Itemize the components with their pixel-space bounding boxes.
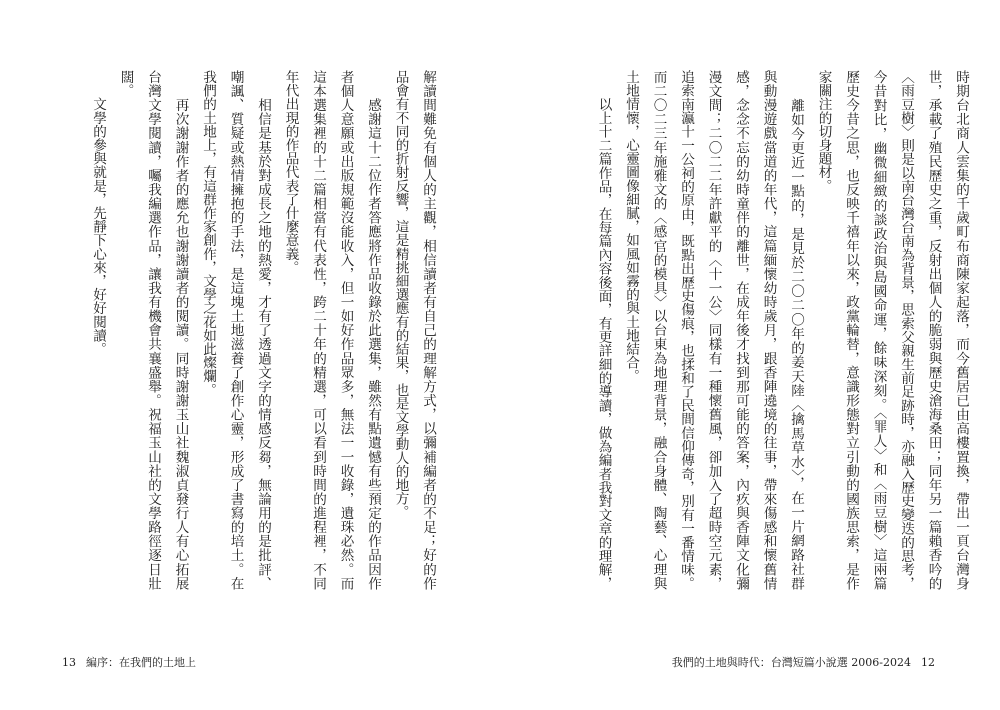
text-column: 世，承載了殖民歷史之重，反射出個人的脆弱與歷史滄海桑田；同年另一篇賴香吟的 — [925, 70, 942, 590]
text-column: 與動漫遊戲當道的年代，這篇緬懷幼時歲月，跟香陣遶境的往事，帶來傷感和懷舊情 — [760, 70, 777, 590]
right-page-text-block — [589, 70, 974, 590]
text-column: 〈雨豆樹〉則是以南台灣台南為背景，思索父親生前足跡時，亦融入歷史變迭的思考， — [898, 70, 914, 590]
text-column: 嘲諷、質疑或熱情擁抱的手法，是這塊土地滋養了創作心靈，形成了書寫的培土。在 — [227, 70, 244, 590]
right-page — [500, 0, 1000, 710]
text-column: 而二〇二三年施雅文的〈感官的模具〉以台東為地理背景，融合身體、陶藝、心理與 — [650, 70, 667, 590]
text-column: 以上十二篇作品，在每篇內容後面，有更詳細的導讀，做為編者我對文章的理解， — [595, 70, 612, 590]
text-column: 漫文間；二〇二二年許獻平的〈十一公〉同樣有一種懷舊風，卻加入了超時空元素， — [705, 70, 722, 590]
text-column: 年代出現的作品代表了什麼意義。 — [282, 70, 299, 274]
text-column: 時期台北商人雲集的千歲町布商陳家起落，而今舊居已由高樓置換，帶出一頁台灣身 — [953, 70, 969, 590]
text-column: 歷史今昔之思，也反映千禧年以來，政黨輪替，意識形態對立引動的國族思索，是作 — [843, 70, 859, 590]
left-page-footer — [62, 656, 196, 670]
page-number: 13 — [62, 656, 76, 669]
text-column: 者個人意願或出版規範沒能收入，但一如好作品眾多，無法一一收錄，遺珠必然。而 — [337, 70, 354, 590]
right-page-footer — [672, 656, 935, 670]
text-column: 今昔對比，幽微細緻的談政治與島國命運，餘味深刻。〈罪人〉和〈雨豆樹〉這兩篇 — [870, 70, 887, 590]
text-column: 土地情懷，心靈圖像細膩，如風如霧的與土地結合。 — [623, 70, 639, 383]
text-column: 解讀間難免有個人的主觀，相信讀者有自己的理解方式，以彌補編者的不足；好的作 — [420, 70, 436, 590]
text-column: 感謝這十二位作者答應將作品收錄於此選集，雖然有點遺憾有些預定的作品因作 — [365, 70, 381, 590]
left-page-text-block — [56, 70, 441, 590]
text-column: 再次謝謝作者的應允也謝謝讀者的閱讀。同時謝謝玉山社魏淑貞發行人有心拓展 — [172, 70, 189, 590]
text-column: 品會有不同的折射反響，這是精挑細選應有的結果，也是文學動人的地方。 — [392, 70, 409, 519]
running-head: 編序：在我們的土地上 — [86, 656, 196, 669]
page-number: 12 — [921, 656, 935, 669]
text-column: 相信是基於對成長之地的熱愛，才有了透過文字的情感反芻，無論用的是批評、 — [255, 70, 271, 590]
text-column: 家關注的切身題材。 — [815, 70, 832, 193]
text-column: 台灣文學閱讀，囑我編選作品，讓我有機會共襄盛舉。祝福玉山社的文學路徑逐日壯 — [145, 70, 161, 590]
text-column: 追索南瀛十一公祠的原由，既點出歷史傷痕，也揉和了民間信仰傳奇，別有一番情味。 — [678, 70, 694, 590]
text-column: 文學的參與就是，先靜下心來，好好閱讀。 — [90, 70, 106, 356]
text-column: 闊。 — [117, 70, 134, 98]
text-column: 這本選集裡的十二篇相當有代表性，跨二十年的精選，可以看到時間的進程裡，不同 — [310, 70, 326, 590]
text-column: 我們的土地上，有這群作家創作，文學之花如此燦爛。 — [200, 70, 216, 397]
running-head: 我們的土地與時代：台灣短篇小說選 2006-2024 — [671, 656, 911, 669]
text-column: 離如今更近一點的，是見於二〇二〇年的姜天陸〈擒馬草水〉，在一片網路社群 — [788, 70, 804, 590]
text-column: 感，念念不忘的幼時童伴的離世，在成年後才找到那可能的答案，內疚與香陣文化彌 — [733, 70, 749, 590]
